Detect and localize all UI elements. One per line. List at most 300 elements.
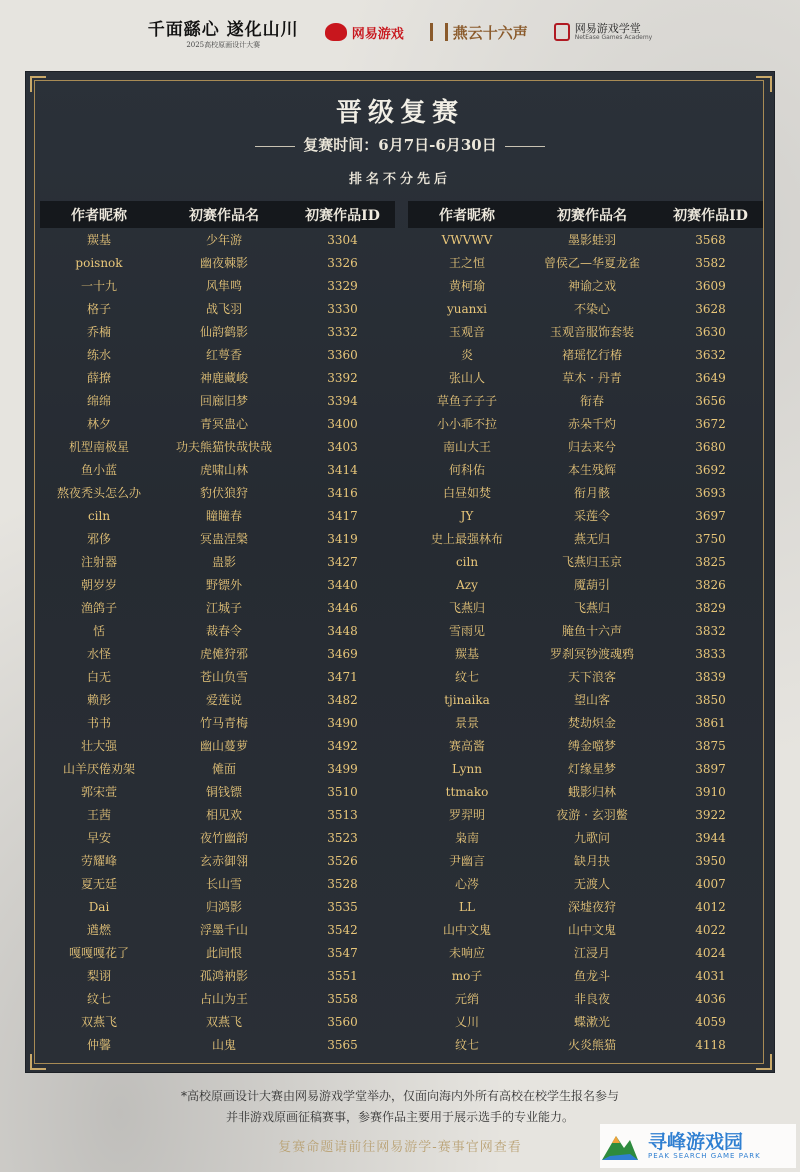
cell-work-title: 爱莲说 (205, 693, 242, 707)
cell-author: 郭宋萱 (80, 785, 117, 799)
cell-work-title: 双燕飞 (205, 1015, 242, 1029)
table-row (408, 435, 763, 458)
cell-work-title: 深墟夜狩 (567, 900, 616, 914)
table-row (40, 619, 395, 642)
cell-author: 白昼如焚 (442, 486, 491, 500)
cell-author: 小小乖不拉 (436, 417, 497, 431)
table-row (40, 343, 395, 366)
cell-work-id: 4012 (695, 899, 726, 914)
cell-author: 朝岁岁 (80, 578, 117, 592)
cell-work-id: 3526 (327, 853, 358, 868)
cell-work-id: 3523 (327, 830, 358, 845)
cell-author: ttmako (445, 784, 489, 799)
table-row (408, 366, 763, 389)
table-row (40, 320, 395, 343)
cell-work-title: 青冥蛊心 (199, 417, 248, 431)
cell-work-title: 浮墨千山 (199, 923, 248, 937)
cell-work-title: 夜竹幽韵 (199, 831, 248, 845)
table-row (40, 274, 395, 297)
cell-work-title: 功夫熊猫快哉快哉 (175, 440, 272, 454)
cell-work-id: 3414 (327, 462, 358, 477)
cell-author: 注射器 (80, 555, 117, 569)
table-row (408, 803, 763, 826)
cell-work-id: 3944 (695, 830, 726, 845)
cell-work-id: 3482 (327, 692, 358, 707)
cell-work-id: 3403 (327, 439, 358, 454)
cell-author: 纹七 (86, 992, 111, 1006)
cell-author: 雪雨见 (448, 624, 485, 638)
cell-work-id: 3551 (327, 968, 358, 983)
cell-work-title: 红萼香 (205, 348, 242, 362)
table-row (408, 711, 763, 734)
table-row (408, 1033, 763, 1056)
cell-author: 纹七 (454, 1038, 479, 1052)
cell-work-id: 3692 (695, 462, 726, 477)
cell-work-title: 虎傩狩邪 (199, 647, 248, 661)
netease-games-label: 网易游戏 (351, 26, 404, 42)
cell-author: 王茜 (86, 808, 111, 822)
contest-logo-title: 千面繇心 遂化山川 (147, 19, 299, 40)
table-header (40, 201, 395, 228)
table-row (408, 780, 763, 803)
cell-work-title: 竹马青梅 (199, 716, 248, 730)
cell-work-id: 3630 (695, 324, 726, 339)
cell-work-id: 3833 (695, 646, 726, 661)
table-row (40, 895, 395, 918)
cell-author: 枭南 (454, 831, 479, 845)
cell-work-title: 飞燕归玉京 (561, 555, 622, 569)
cell-author: 书书 (86, 716, 111, 730)
cell-work-title: 此间恨 (205, 946, 242, 960)
table-row (40, 389, 395, 412)
table-row (408, 964, 763, 987)
cell-work-title: 飞燕归 (573, 601, 610, 615)
table-row (40, 527, 395, 550)
table-row (40, 872, 395, 895)
cell-author: 练水 (86, 348, 111, 362)
table-body-left (40, 228, 395, 1056)
cell-work-id: 3542 (327, 922, 358, 937)
cell-work-title: 相见欢 (205, 808, 242, 822)
table-row (408, 550, 763, 573)
cell-author: LL (459, 899, 475, 914)
cell-author: 羰基 (454, 647, 479, 661)
cell-work-title: 苍山负雪 (199, 670, 248, 684)
table-row (40, 941, 395, 964)
table-row (40, 1033, 395, 1056)
table-row (408, 228, 763, 251)
cell-author: 夏无廷 (80, 877, 117, 891)
netease-icon (325, 23, 347, 41)
cell-work-id: 3492 (327, 738, 358, 753)
table-row (408, 987, 763, 1010)
table-row (408, 642, 763, 665)
cell-work-title: 夜游 · 玄羽鳖 (556, 808, 628, 822)
table-row (40, 803, 395, 826)
cell-work-title: 不染心 (573, 302, 610, 316)
cell-work-title: 幽夜棘影 (199, 256, 248, 270)
cell-author: 赖彤 (86, 693, 111, 707)
cell-work-id: 3416 (327, 485, 358, 500)
cell-author: 元绡 (454, 992, 479, 1006)
cell-author: 山羊厌倦劝架 (62, 762, 135, 776)
cell-author: 绵绵 (86, 394, 111, 408)
cell-author: JY (460, 508, 474, 523)
cell-work-title: 采莲令 (573, 509, 610, 523)
table-row (408, 573, 763, 596)
table-row (408, 504, 763, 527)
cell-work-id: 4024 (695, 945, 726, 960)
cell-author: Lynn (452, 761, 482, 776)
cell-author: 南山大王 (442, 440, 491, 454)
corner-ornament (756, 76, 772, 92)
footer-link[interactable]: 复赛命题请前往网易游学-赛事官网查看 (278, 1140, 522, 1155)
cell-author: 玉观音 (448, 325, 485, 339)
cell-author: 黄柯瑜 (448, 279, 485, 293)
cell-author: 双燕飞 (80, 1015, 117, 1029)
cell-work-title: 仙韵鹤影 (199, 325, 248, 339)
table-row (40, 251, 395, 274)
header-work-id: 初赛作品ID (673, 207, 748, 224)
cell-work-title: 蝶漱光 (573, 1015, 610, 1029)
cell-work-id: 3910 (695, 784, 726, 799)
yanyun-label: 燕云十六声 (452, 23, 528, 42)
cell-author: 何科佑 (448, 463, 485, 477)
table-row (40, 458, 395, 481)
header-work-title: 初赛作品名 (189, 207, 259, 224)
cell-author: poisnok (75, 255, 123, 270)
table-row (408, 297, 763, 320)
cell-work-title: 玄赤御翎 (199, 854, 248, 868)
table-row (408, 619, 763, 642)
table-row (40, 297, 395, 320)
cell-work-id: 3632 (695, 347, 726, 362)
cell-author: 梨诩 (86, 969, 111, 983)
cell-author: ciln (455, 554, 479, 569)
cell-work-id: 3693 (695, 485, 726, 500)
academy-title: 网易游戏学堂 (574, 21, 641, 35)
cell-work-id: 3499 (327, 761, 358, 776)
cell-author: 景景 (454, 716, 479, 730)
cell-work-id: 3649 (695, 370, 726, 385)
cell-work-id: 3304 (327, 232, 358, 247)
cell-work-title: 铜钱镖 (205, 785, 242, 799)
table-row (408, 757, 763, 780)
cell-author: 机型南极星 (68, 440, 129, 454)
cell-work-id: 3950 (695, 853, 726, 868)
results-table-right (408, 201, 763, 1056)
footnote-line: 并非游戏原画征稿赛事，参赛作品主要用于展示选手的专业能力。 (225, 1110, 574, 1124)
cell-author: yuanxi (447, 301, 487, 316)
cell-work-id: 3825 (695, 554, 726, 569)
cell-work-title: 战飞羽 (205, 302, 242, 316)
table-row (408, 826, 763, 849)
table-row (408, 849, 763, 872)
cell-author: 早安 (86, 831, 111, 845)
cell-work-title: 冥蛊涅槃 (199, 532, 248, 546)
table-row (408, 665, 763, 688)
cell-work-title: 裁春令 (205, 624, 242, 638)
table-row (408, 734, 763, 757)
cell-work-id: 3547 (327, 945, 358, 960)
cell-work-title: 衔月骸 (573, 486, 610, 500)
cell-author: 恬 (92, 624, 105, 638)
table-row (40, 688, 395, 711)
cell-work-title: 非良夜 (573, 992, 610, 1006)
divider-line (255, 146, 295, 147)
cell-work-title: 鱼龙斗 (573, 969, 610, 983)
cell-author: 白无 (86, 670, 111, 684)
watermark-title: 寻峰游戏园 (648, 1130, 744, 1153)
cell-work-id: 3535 (327, 899, 358, 914)
table-row (408, 274, 763, 297)
cell-author: 史上最强林布 (430, 532, 503, 546)
cell-work-title: 少年游 (205, 233, 242, 247)
cell-author: ciln (87, 508, 111, 523)
table-row (40, 780, 395, 803)
cell-author: 羰基 (86, 233, 111, 247)
cell-work-title: 山鬼 (211, 1038, 236, 1052)
table-body-right (408, 228, 763, 1056)
cell-work-id: 3656 (695, 393, 726, 408)
table-row (408, 895, 763, 918)
cell-work-id: 3400 (327, 416, 358, 431)
table-row (408, 872, 763, 895)
table-row (40, 504, 395, 527)
academy-logo (554, 23, 653, 42)
cell-author: 王之恒 (448, 256, 485, 270)
cell-author: 水怪 (86, 647, 111, 661)
table-row (408, 481, 763, 504)
cell-author: 张山人 (448, 371, 485, 385)
cell-work-title: 江城子 (205, 601, 242, 615)
cell-work-id: 3680 (695, 439, 726, 454)
contest-logo-subtitle: 2025高校原画设计大赛 (186, 40, 261, 49)
cell-work-id: 3326 (327, 255, 358, 270)
cell-work-id: 3446 (327, 600, 358, 615)
table-row (40, 642, 395, 665)
cell-work-id: 4118 (695, 1037, 726, 1052)
cell-work-id: 3897 (695, 761, 726, 776)
cell-author: 鱼小蓝 (80, 463, 117, 477)
table-row (40, 826, 395, 849)
cell-work-id: 3448 (327, 623, 358, 638)
cell-work-title: 曾侯乙—华夏龙雀 (543, 256, 640, 270)
cell-work-title: 瞳瞳春 (205, 509, 242, 523)
table-row (408, 941, 763, 964)
header-work-title: 初赛作品名 (557, 207, 627, 224)
cell-work-title: 蛊影 (211, 555, 236, 569)
cell-author: 纹七 (454, 670, 479, 684)
cell-work-id: 3332 (327, 324, 358, 339)
cell-work-title: 罗刹冥钞渡魂鸦 (549, 647, 634, 661)
cell-work-id: 3582 (695, 255, 726, 270)
table-row (408, 458, 763, 481)
cell-work-id: 3558 (327, 991, 358, 1006)
table-row (40, 481, 395, 504)
cell-work-title: 赤朵千灼 (567, 417, 616, 431)
cell-work-id: 3628 (695, 301, 726, 316)
cell-work-id: 4036 (695, 991, 726, 1006)
cell-author: 赛高酱 (448, 739, 485, 753)
corner-ornament (30, 1054, 46, 1070)
table-row (40, 711, 395, 734)
cell-work-id: 3427 (327, 554, 358, 569)
cell-work-title: 山中文鬼 (567, 923, 616, 937)
netease-games-logo (325, 23, 404, 42)
cell-work-title: 豹伏狼狩 (199, 486, 248, 500)
cell-work-title: 燕无归 (573, 532, 610, 546)
contest-logo (148, 15, 299, 50)
mountain-icon (600, 1130, 640, 1162)
cell-author: Dai (88, 899, 110, 914)
cell-author: VWVWV (441, 232, 493, 247)
table-row (408, 412, 763, 435)
table-row (40, 757, 395, 780)
cell-work-title: 傩面 (211, 762, 236, 776)
yanyun-icon (430, 23, 448, 41)
table-row (40, 918, 395, 941)
yanyun-logo (430, 22, 528, 43)
cell-work-title: 墨影蛙羽 (567, 233, 616, 247)
cell-work-id: 3394 (327, 393, 358, 408)
cell-work-title: 无渡人 (573, 877, 610, 891)
footnote-line: *高校原画设计大赛由网易游戏学堂举办，仅面向海内外所有高校在校学生报名参与 (180, 1089, 619, 1103)
cell-author: 飞燕归 (448, 601, 485, 615)
table-row (408, 1010, 763, 1033)
cell-work-title: 本生残辉 (567, 463, 616, 477)
cell-author: 仲馨 (86, 1038, 111, 1052)
cell-work-id: 4022 (695, 922, 726, 937)
cell-work-id: 3330 (327, 301, 358, 316)
table-row (40, 412, 395, 435)
table-row (40, 435, 395, 458)
cell-author: 壮大强 (80, 739, 117, 753)
cell-work-id: 3440 (327, 577, 358, 592)
cell-work-id: 3329 (327, 278, 358, 293)
results-table-left (40, 201, 395, 1056)
table-row (40, 987, 395, 1010)
cell-work-id: 3875 (695, 738, 726, 753)
table-row (40, 573, 395, 596)
cell-work-title: 天下浪客 (567, 670, 616, 684)
cell-author: 遒燃 (86, 923, 111, 937)
cell-work-title: 灯缘星梦 (567, 762, 616, 776)
cell-author: Azy (456, 577, 478, 592)
cell-author: 格子 (86, 302, 111, 316)
cell-work-id: 3672 (695, 416, 726, 431)
cell-work-id: 3471 (327, 669, 358, 684)
cell-author: 邪侈 (86, 532, 111, 546)
cell-work-id: 3826 (695, 577, 726, 592)
cell-work-id: 3392 (327, 370, 358, 385)
table-row (40, 734, 395, 757)
cell-work-id: 3490 (327, 715, 358, 730)
cell-work-id: 3560 (327, 1014, 358, 1029)
table-row (40, 665, 395, 688)
cell-author: 熬夜秃头怎么办 (56, 486, 141, 500)
cell-author: 草鱼子子子 (436, 394, 497, 408)
order-note: 排名不分先后 (348, 172, 451, 187)
cell-work-id: 3750 (695, 531, 726, 546)
cell-work-id: 3565 (327, 1037, 358, 1052)
cell-author: tjinaika (444, 692, 490, 707)
cell-work-id: 3850 (695, 692, 726, 707)
cell-work-title: 衔春 (579, 394, 604, 408)
cell-work-title: 虎啸山林 (199, 463, 248, 477)
cell-work-id: 3609 (695, 278, 726, 293)
cell-work-id: 3697 (695, 508, 726, 523)
cell-work-title: 腌鱼十六声 (561, 624, 622, 638)
cell-work-id: 3922 (695, 807, 726, 822)
cell-author: 未响应 (448, 946, 485, 960)
cell-author: 嘎嘎嘎花了 (68, 946, 129, 960)
cell-author: 乂川 (454, 1015, 479, 1029)
cell-work-title: 孤鸿衲影 (199, 969, 248, 983)
cell-work-title: 江浸月 (573, 946, 610, 960)
cell-work-title: 神谕之戏 (567, 279, 616, 293)
page-title: 晋级复赛 (335, 98, 464, 128)
cell-work-title: 望山客 (573, 693, 610, 707)
cell-author: 山中文鬼 (442, 923, 491, 937)
cell-work-id: 3861 (695, 715, 726, 730)
cell-author: mo子 (451, 969, 483, 983)
table-row (408, 389, 763, 412)
cell-work-title: 缚金噹梦 (567, 739, 616, 753)
cell-work-title: 野镖外 (205, 578, 242, 592)
cell-work-title: 幽山蔓萝 (199, 739, 248, 753)
cell-author: 炎 (460, 348, 473, 362)
header-work-id: 初赛作品ID (305, 207, 380, 224)
table-row (408, 688, 763, 711)
table-row (40, 1010, 395, 1033)
header-author: 作者昵称 (71, 207, 127, 224)
table-row (40, 228, 395, 251)
cell-work-title: 焚劫炽金 (567, 716, 616, 730)
table-row (408, 251, 763, 274)
cell-author: 渔鸽子 (80, 601, 117, 615)
table-header (408, 201, 763, 228)
cell-work-id: 3417 (327, 508, 358, 523)
cell-work-title: 回廊旧梦 (199, 394, 248, 408)
cell-work-id: 3360 (327, 347, 358, 362)
table-row (40, 366, 395, 389)
cell-author: 心涔 (454, 877, 479, 891)
cell-work-title: 风隼鸣 (205, 279, 242, 293)
academy-subtitle: NetEase Games Academy (574, 33, 653, 41)
cell-work-title: 归鸿影 (205, 900, 242, 914)
cell-author: 一十九 (80, 279, 117, 293)
cell-work-title: 神鹿藏峻 (199, 371, 248, 385)
table-row (40, 596, 395, 619)
cell-work-title: 九歌问 (573, 831, 610, 845)
cell-work-title: 草木 · 丹青 (562, 371, 622, 385)
cell-work-id: 4031 (695, 968, 726, 983)
divider-line (505, 146, 545, 147)
cell-author: 薛撩 (86, 371, 111, 385)
cell-work-title: 长山雪 (205, 877, 242, 891)
cell-work-title: 火炎熊猫 (567, 1038, 616, 1052)
cell-author: 罗羿明 (448, 808, 485, 822)
cell-work-id: 3513 (327, 807, 358, 822)
cell-work-id: 3528 (327, 876, 358, 891)
cell-work-title: 蛾影归林 (567, 785, 616, 799)
cell-author: 劳耀峰 (80, 854, 117, 868)
table-row (40, 849, 395, 872)
cell-work-id: 3419 (327, 531, 358, 546)
cell-author: 乔楠 (86, 325, 111, 339)
semifinal-dates (0, 134, 800, 155)
